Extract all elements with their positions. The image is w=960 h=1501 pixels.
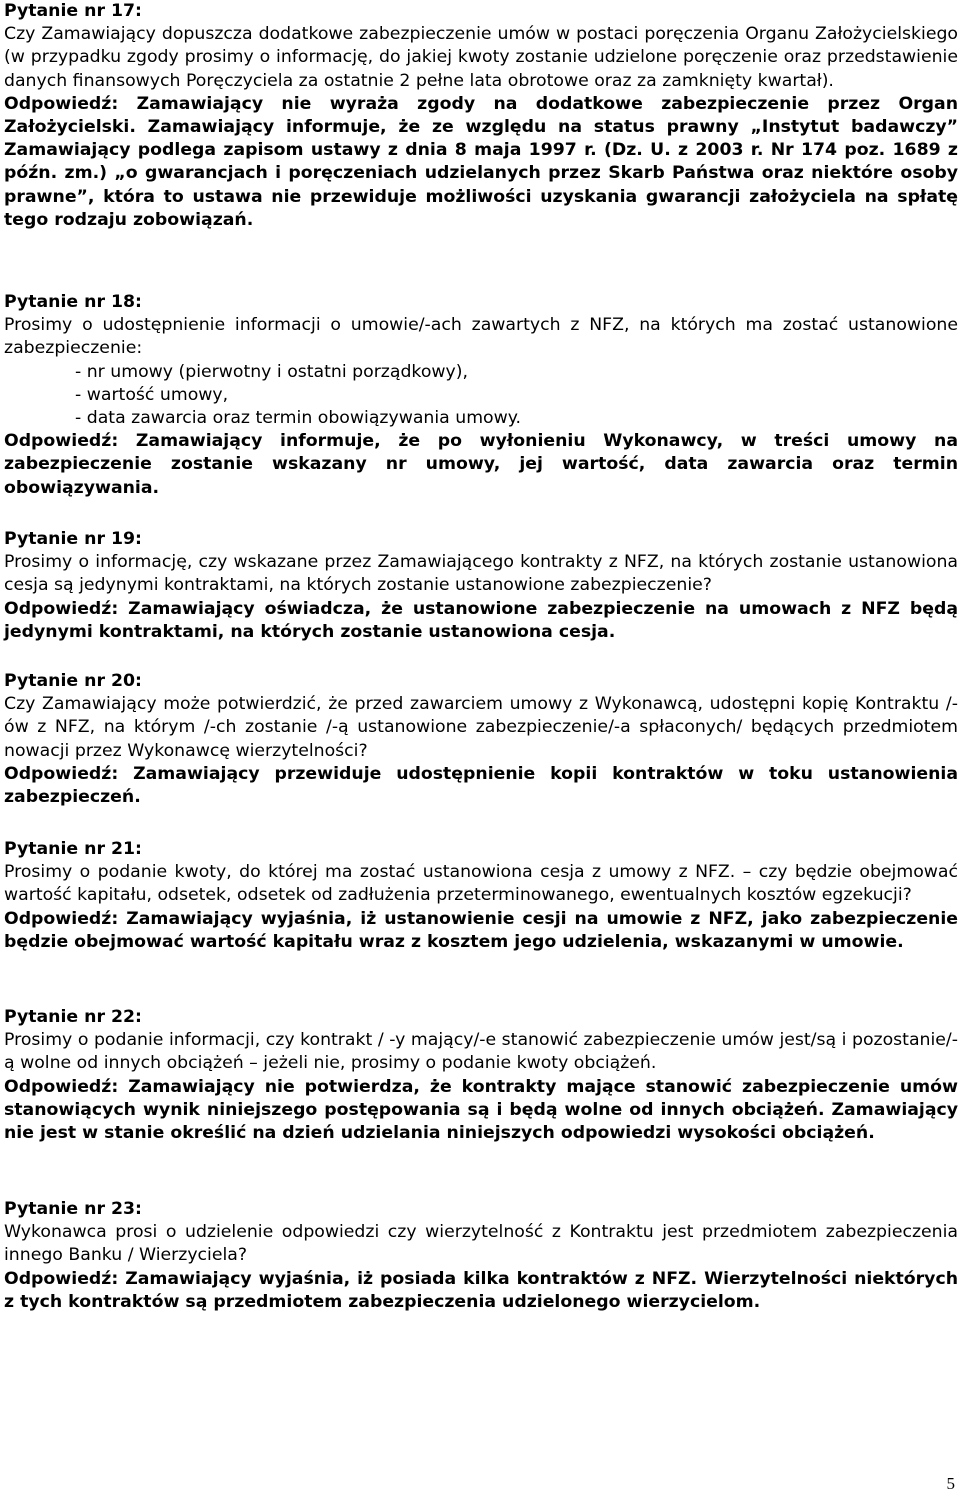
list-item: - wartość umowy,	[75, 384, 229, 405]
qa-block-21	[4, 838, 958, 954]
question-text: Prosimy o udostępnienie informacji o umowie/-ach zawartych z NFZ, na których ma zostać ustanowione zabezpieczenie:	[4, 315, 958, 359]
question-title: Pytanie nr 21:	[4, 839, 142, 859]
requested-info-list	[4, 361, 958, 431]
list-item: - nr umowy (pierwotny i ostatni porządkowy),	[75, 361, 468, 382]
question-text: Czy Zamawiający dopuszcza dodatkowe zabezpieczenie umów w postaci poręczenia Organu Założycielskiego (w przypadku zgody prosimy o informację, do jakiej kwoty zostanie udzielone poręczenie oraz przedstawienie danych finansowych Poręczyciela za ostatnie 2 pełne lata obrotowe oraz za zamknięty kwartał).	[4, 24, 958, 91]
answer-text: Odpowiedź: Zamawiający nie potwierdza, że kontrakty mające stanowić zabezpieczenie umów stanowiących wynik niniejszego postępowania są i będą wolne od innych obciążeń. Zamawiający nie jest w stanie określić na dzień udzielania niniejszych odpowiedzi wysokości obciążeń.	[4, 1076, 958, 1144]
question-title: Pytanie nr 20:	[4, 671, 142, 691]
question-text: Prosimy o podanie kwoty, do której ma zostać ustanowiona cesja z umowy z NFZ. – czy będzie obejmować wartość kapitału, odsetek, odsetek od zadłużenia przeterminowanego, ewentualnych kosztów egzekucji?	[4, 862, 958, 906]
answer-text: Odpowiedź: Zamawiający wyjaśnia, iż posiada kilka kontraktów z NFZ. Wierzytelności niektórych z tych kontraktów są przedmiotem zabezpieczenia udzielonego wierzycielom.	[4, 1268, 958, 1312]
question-title: Pytanie nr 17:	[4, 1, 142, 21]
answer-text: Odpowiedź: Zamawiający wyjaśnia, iż ustanowienie cesji na umowie z NFZ, jako zabezpieczenie będzie obejmować wartość kapitału wraz z kosztem jego udzielenia, wskazanymi w umowie.	[4, 908, 958, 952]
qa-block-23	[4, 1198, 958, 1314]
qa-block-19	[4, 528, 958, 644]
page-number: 5	[946, 1474, 955, 1493]
answer-text: Odpowiedź: Zamawiający nie wyraża zgody na dodatkowe zabezpieczenie przez Organ Założycielski. Zamawiający informuje, że ze względu na status prawny „Instytut badawczy” Zamawiający podlega zapisom ustawy z dnia 8 maja 1997 r. (Dz. U. z 2003 r. Nr 174 poz. 1689 z późn. zm.) „o gwarancjach i poręczeniach udzielanych przez Skarb Państwa oraz niektóre osoby prawne”, która to ustawa nie przewiduje możliwości uzyskania gwarancji założyciela na spłatę tego rodzaju zobowiązań.	[4, 93, 958, 230]
qa-block-17	[4, 0, 958, 232]
question-text: Prosimy o podanie informacji, czy kontrakt / -y mający/-e stanowić zabezpieczenie umów jest/są i pozostanie/-ą wolne od innych obciążeń – jeżeli nie, prosimy o podanie kwoty obciążeń.	[4, 1030, 958, 1074]
qa-block-20	[4, 670, 958, 809]
list-item: - data zawarcia oraz termin obowiązywania umowy.	[75, 408, 522, 429]
question-title: Pytanie nr 18:	[4, 292, 142, 312]
answer-text: Odpowiedź: Zamawiający informuje, że po wyłonieniu Wykonawcy, w treści umowy na zabezpieczenie zostanie wskazany nr umowy, jej wartość, data zawarcia oraz termin obowiązywania.	[4, 431, 958, 498]
qa-block-18	[4, 291, 958, 500]
question-title: Pytanie nr 19:	[4, 529, 142, 549]
question-text: Wykonawca prosi o udzielenie odpowiedzi czy wierzytelność z Kontraktu jest przedmiotem zabezpieczenia innego Banku / Wierzyciela?	[4, 1222, 958, 1266]
question-title: Pytanie nr 23:	[4, 1199, 142, 1219]
answer-text: Odpowiedź: Zamawiający przewiduje udostępnienie kopii kontraktów w toku ustanowienia zabezpieczeń.	[4, 763, 958, 808]
answer-text: Odpowiedź: Zamawiający oświadcza, że ustanowione zabezpieczenie na umowach z NFZ będą jedynymi kontraktami, na których zostanie ustanowiona cesja.	[4, 598, 958, 642]
question-text: Prosimy o informację, czy wskazane przez Zamawiającego kontrakty z NFZ, na których zostanie ustanowiona cesja są jedynymi kontraktami, na których zostanie ustanowione zabezpieczenie?	[4, 552, 958, 596]
question-title: Pytanie nr 22:	[4, 1007, 142, 1027]
question-text: Czy Zamawiający może potwierdzić, że przed zawarciem umowy z Wykonawcą, udostępni kopię Kontraktu /-ów z NFZ, na którym /-ch zostanie /-ą ustanowione zabezpieczenie/-a spłaconych/ będących przedmiotem nowacji przez Wykonawcę wierzytelności?	[4, 694, 958, 761]
qa-block-22	[4, 1006, 958, 1145]
